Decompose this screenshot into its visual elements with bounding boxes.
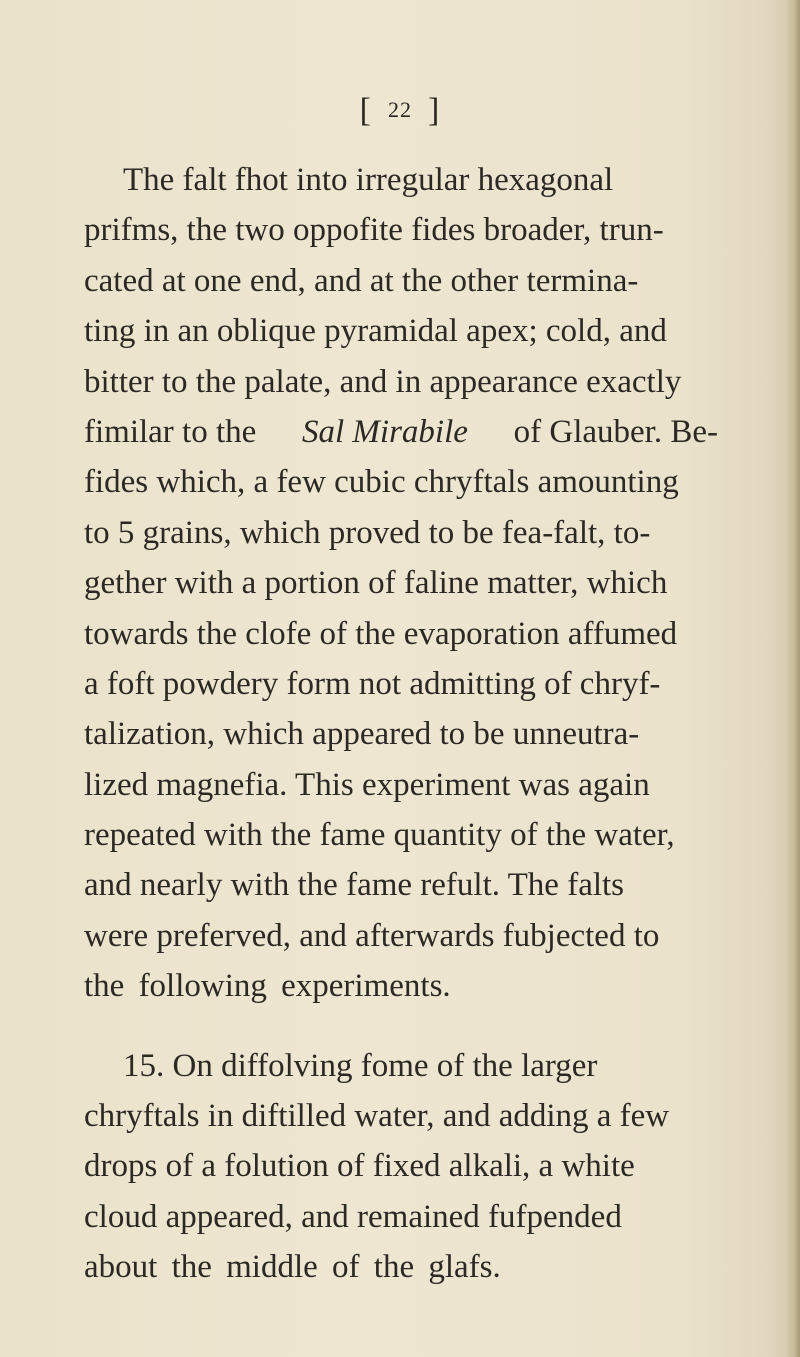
- text-line: cated at one end, and at the other termina-: [84, 262, 639, 299]
- text-line: repeated with the fame quantity of the water,: [84, 817, 675, 854]
- text-line: the following experiments.: [84, 968, 451, 1005]
- text-line: ting in an oblique pyramidal apex; cold, and: [84, 313, 667, 350]
- text-line: towards the clofe of the evaporation affumed: [84, 615, 678, 652]
- text-line: prifms, the two oppofite fides broader, trun-: [84, 212, 664, 249]
- text-line: drops of a folution of fixed alkali, a white: [84, 1148, 635, 1185]
- text-line: talization, which appeared to be unneutra-: [84, 716, 640, 753]
- text-line: to 5 grains, which proved to be fea-falt, to-: [84, 514, 651, 551]
- text-line: fides which, a few cubic chryftals amounting: [84, 464, 679, 501]
- page-number-open-bracket: [: [359, 92, 372, 129]
- text-line: 15. On diffolving fome of the larger: [123, 1047, 598, 1084]
- body-text: [84, 155, 718, 1293]
- page-number-value: 22: [388, 97, 412, 122]
- page-number: [0, 92, 800, 130]
- text-line: about the middle of the glafs.: [84, 1249, 501, 1286]
- text-line: and nearly with the fame refult. The falts: [84, 867, 625, 904]
- page-number-close-bracket: ]: [428, 92, 441, 129]
- text-line: [84, 407, 718, 457]
- text-line: chryftals in diftilled water, and adding a few: [84, 1098, 670, 1135]
- text-line: gether with a portion of faline matter, which: [84, 565, 668, 602]
- paragraph-gap: [84, 1012, 718, 1041]
- text-line: were preferved, and afterwards fubjected to: [84, 917, 660, 954]
- text-line: lized magnefia. This experiment was again: [84, 766, 650, 803]
- text-line: cloud appeared, and remained fufpended: [84, 1198, 622, 1235]
- text-line: bitter to the palate, and in appearance exactly: [84, 363, 682, 400]
- text-segment: of Glauber. Be-: [513, 413, 718, 450]
- text-line: The falt fhot into irregular hexagonal: [123, 162, 614, 198]
- page-edge: [786, 0, 800, 1357]
- italic-term: Sal Mirabile: [302, 413, 468, 450]
- text-line: a foft powdery form not admitting of chryf-: [84, 665, 661, 702]
- text-segment: fimilar to the: [84, 413, 257, 450]
